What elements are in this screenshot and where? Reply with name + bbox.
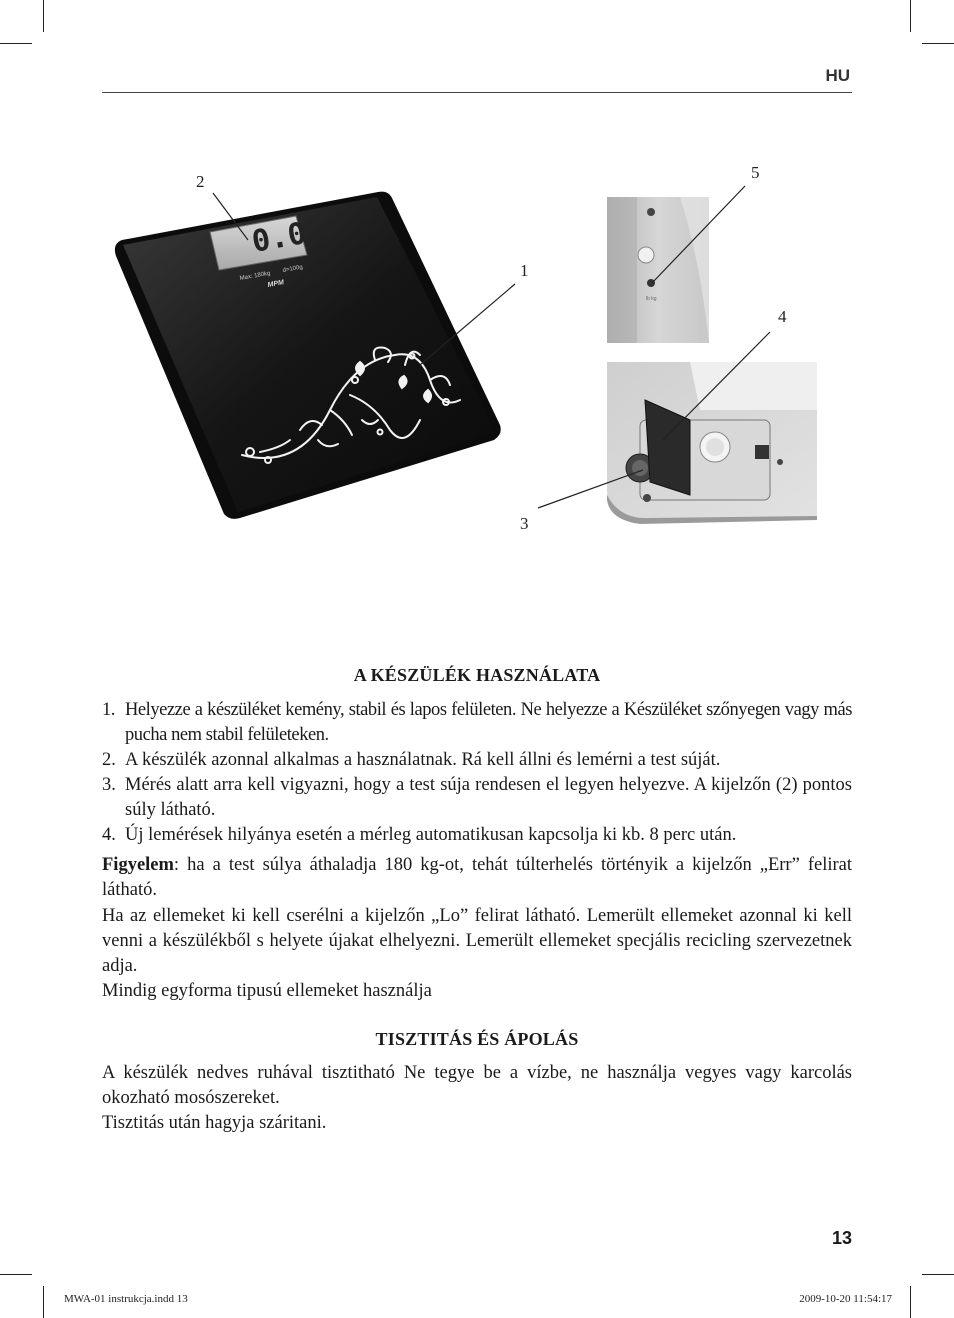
scale-image (115, 192, 501, 519)
crop-mark (910, 0, 911, 32)
header-rule (102, 92, 852, 93)
battery-paragraph: Ha az ellemeket ki kell cserélni a kijelzőn „Lo” felirat látható. Lemerült ellemeket azonnal ki kell venni a készülékből s helyete újakat elhelyezni. Lemerült ellemeket specjális recicling szervezetnek adja. (102, 906, 852, 976)
brand-logo: MPM (267, 279, 285, 289)
warning-label: Figyelem (102, 855, 174, 875)
button-detail-photo (607, 197, 709, 343)
list-number: 3. (102, 775, 116, 795)
callout-4: 4 (778, 307, 787, 326)
list-item (102, 748, 852, 773)
product-figure (0, 150, 954, 550)
warning-paragraph (102, 853, 852, 903)
list-text: Mérés alatt arra kell vigyazni, hogy a test súja rendesen el legyen helyezve. A kijelzőn (2) pontos súly látható. (125, 775, 852, 820)
page-number: 13 (831, 1228, 852, 1248)
section-title-usage: A KÉSZÜLÉK HASZNÁLATA (353, 665, 601, 685)
slug-file: MWA-01 instrukcja.indd 13 (64, 1293, 188, 1305)
section-title-cleaning: TISZTITÁS ÉS ÁPOLÁS (375, 1029, 579, 1049)
language-code: HU (825, 66, 850, 85)
usage-list (102, 698, 852, 848)
callout-1: 1 (520, 261, 529, 280)
battery-type-paragraph: Mindig egyforma tipusú ellemeket használja (102, 981, 432, 1001)
crop-mark (922, 43, 954, 44)
list-text: A készülék azonnal alkalmas a használatnak. Rá kell állni és lemérni a test súját. (125, 750, 721, 770)
slug-timestamp: 2009-10-20 11:54:17 (799, 1293, 892, 1305)
callout-2: 2 (196, 172, 205, 191)
list-item (102, 773, 852, 823)
crop-mark (910, 1286, 911, 1318)
cleaning-dry-paragraph: Tisztitás után hagyja száritani. (102, 1113, 327, 1133)
list-text: Helyezze a készüléket kemény, stabil és lapos felületen. Ne helyezze a Készüléket szőnyegen vagy más pucha nem stabil felületeken. (125, 700, 852, 745)
list-number: 4. (102, 825, 116, 845)
list-item (102, 698, 852, 748)
battery-compartment-photo (607, 362, 817, 524)
list-number: 1. (102, 700, 115, 720)
cleaning-paragraph: A készülék nedves ruhával tisztitható Ne tegye be a vízbe, ne használja vegyes vagy karcolás okozható mosószereket. (102, 1063, 852, 1108)
crop-mark (922, 1274, 954, 1275)
scale-max-label: Max: 180kg (239, 270, 271, 282)
list-number: 2. (102, 750, 116, 770)
display-digits: 0.0 (249, 216, 309, 260)
warning-text: : ha a test súlya áthaladja 180 kg-ot, tehát túlterhelés történyik a kijelzőn „Err” felirat látható. (102, 855, 852, 900)
list-text: Új lemérések hilyánya esetén a mérleg automatikusan kapcsolja ki kb. 8 perc után. (125, 825, 737, 845)
scale-division-label: d=100g (282, 264, 304, 274)
crop-mark (0, 43, 32, 44)
crop-mark (43, 0, 44, 32)
list-item (102, 823, 852, 848)
svg-text:lb kg: lb kg (646, 296, 657, 302)
callout-3: 3 (520, 514, 529, 533)
crop-mark (0, 1274, 32, 1275)
callout-5: 5 (751, 163, 760, 182)
crop-mark (43, 1286, 44, 1318)
